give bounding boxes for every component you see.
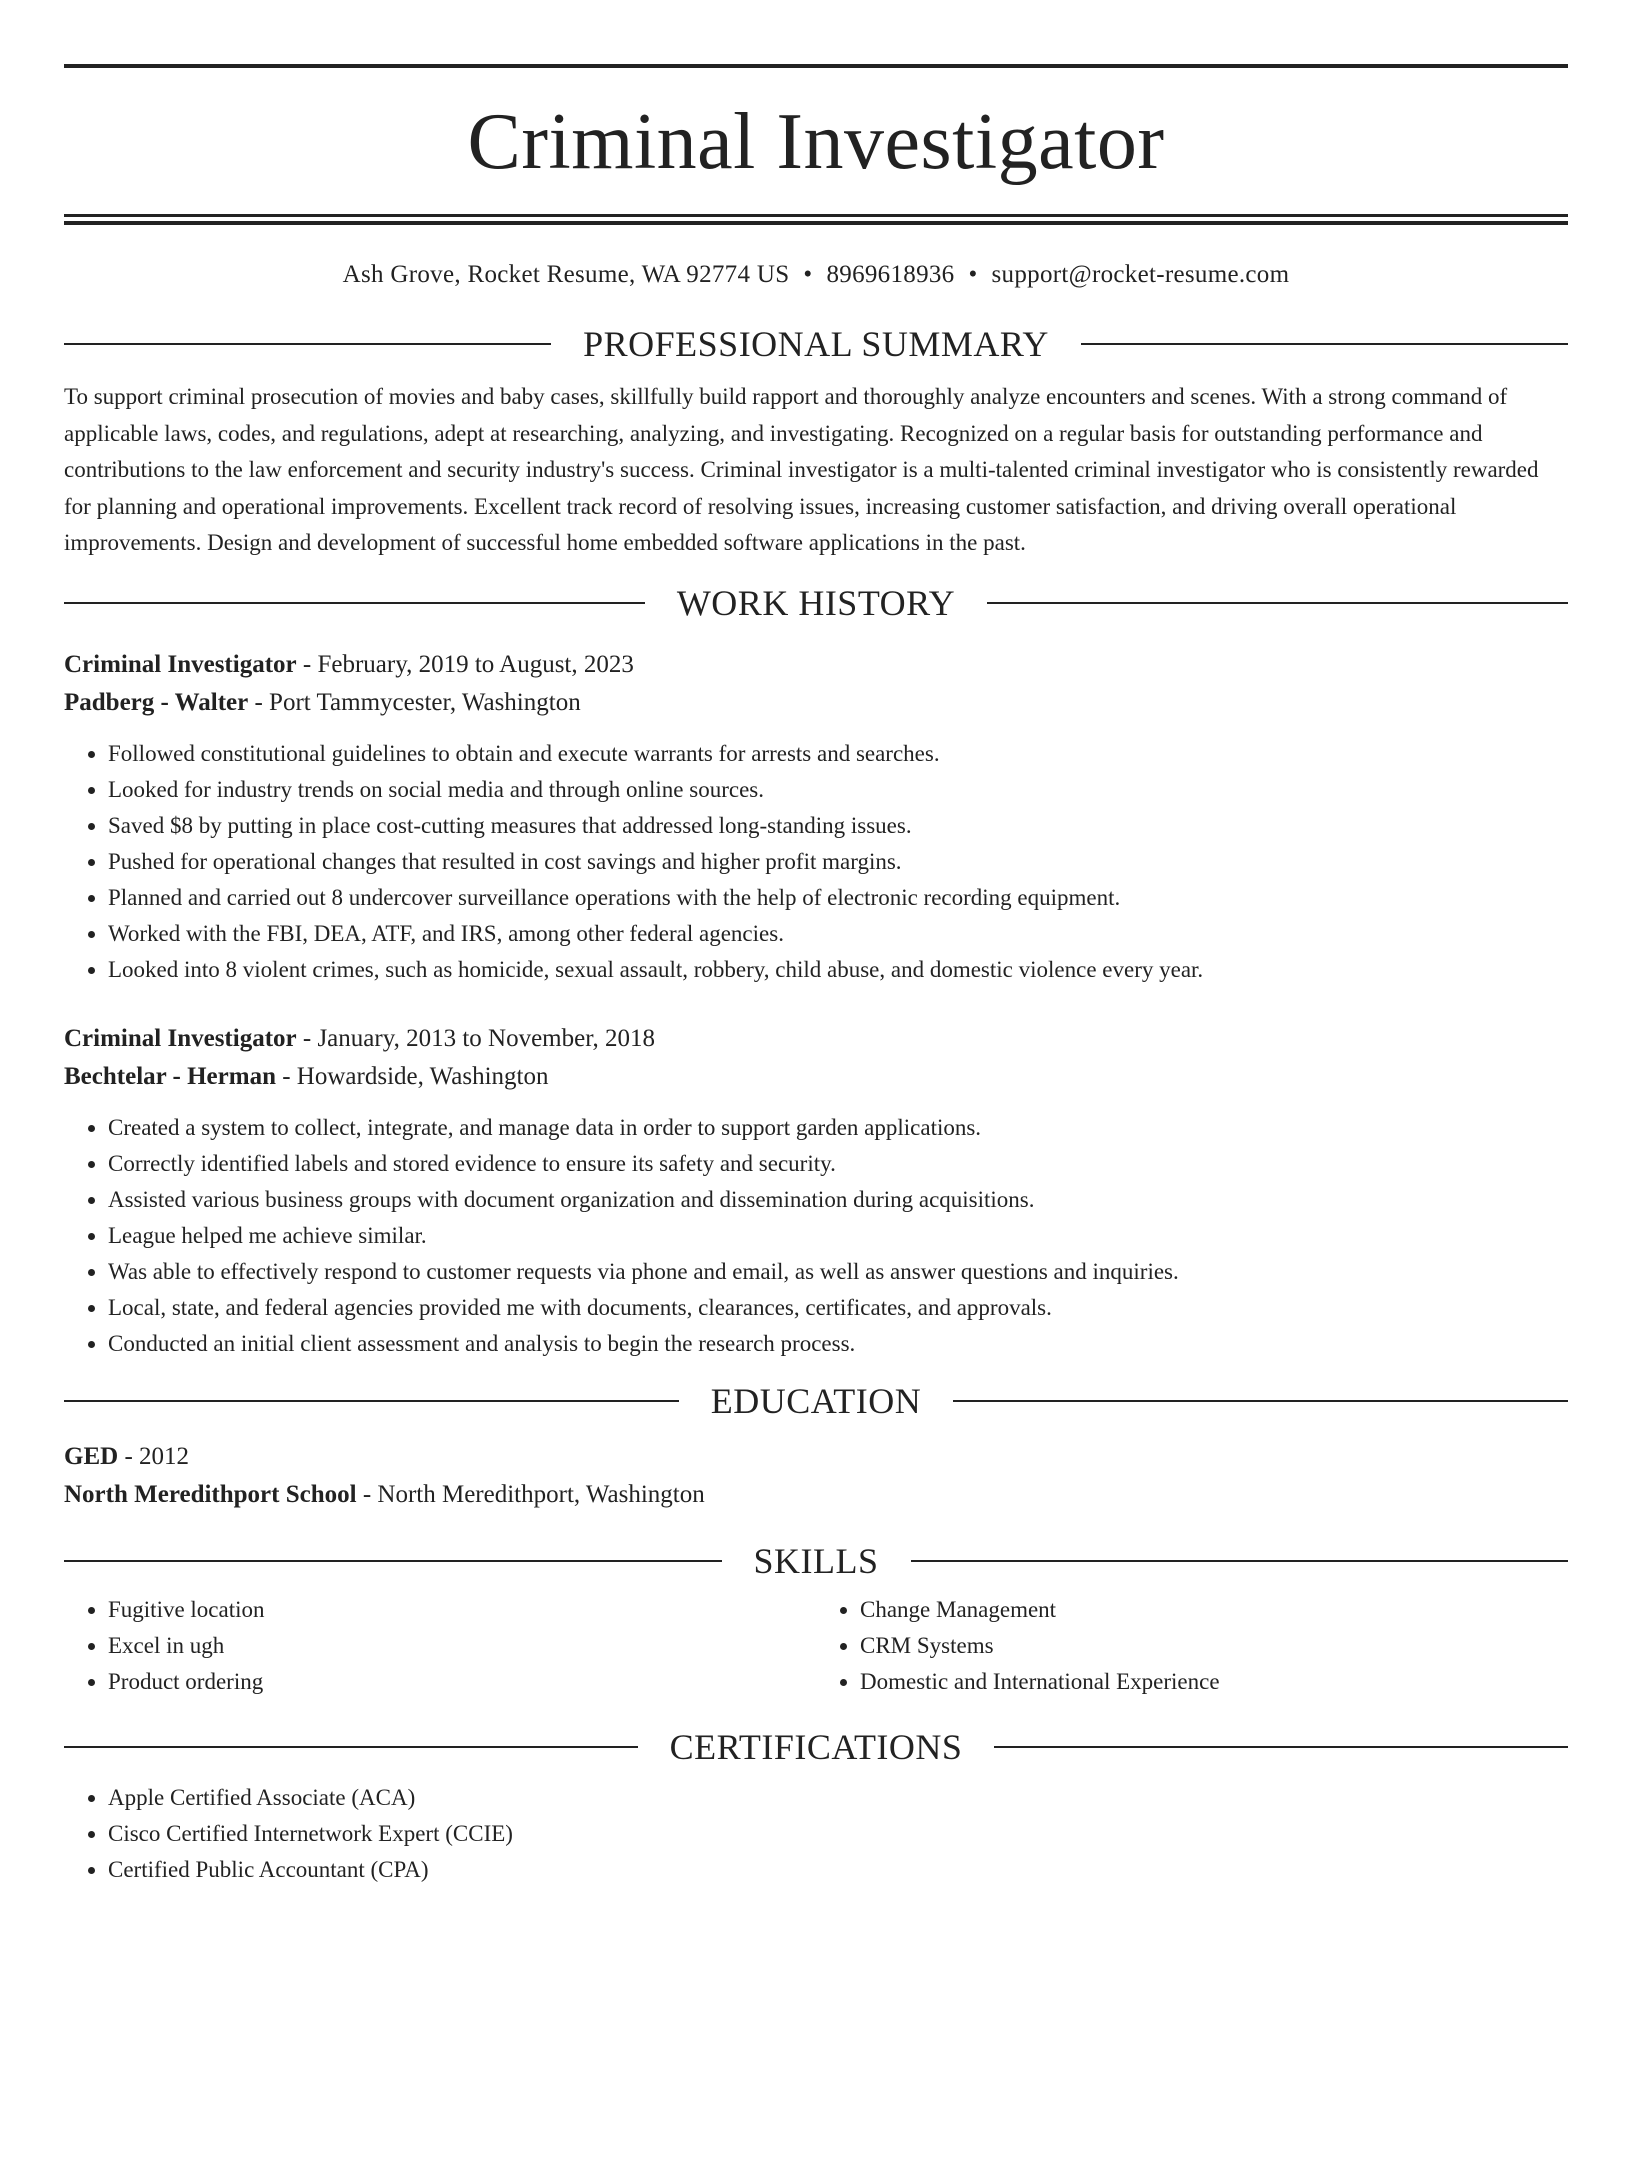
heading-rule-left xyxy=(64,343,551,345)
job-entry xyxy=(64,1020,1568,1362)
work-section-heading xyxy=(64,582,1568,624)
job-location: - Port Tammycester, Washington xyxy=(248,688,581,716)
skills-list xyxy=(64,1592,1568,1700)
job-title-line xyxy=(64,646,1568,684)
skills-column-left xyxy=(64,1592,816,1700)
job-dates: - February, 2019 to August, 2023 xyxy=(296,650,634,678)
job-bullet: • League helped me achieve similar. xyxy=(108,1218,1568,1254)
heading-rule-left xyxy=(64,1746,638,1748)
contact-email: support@rocket-resume.com xyxy=(991,261,1290,288)
heading-rule-left xyxy=(64,1560,722,1562)
job-employer: Bechtelar - Herman xyxy=(64,1062,276,1090)
certification-item: • Certified Public Accountant (CPA) xyxy=(108,1852,1568,1888)
heading-rule-right xyxy=(953,1400,1568,1402)
job-entry xyxy=(64,646,1568,988)
certifications-section-heading xyxy=(64,1726,1568,1768)
skill-item: • Excel in ugh xyxy=(108,1628,816,1664)
education-location: - North Meredithport, Washington xyxy=(356,1480,705,1508)
certification-item: • Cisco Certified Internetwork Expert (CCIE) xyxy=(108,1816,1568,1852)
contact-separator: • xyxy=(803,261,813,288)
skills-section-heading xyxy=(64,1540,1568,1582)
resume-name: Criminal Investigator xyxy=(467,98,1165,186)
job-bullet: • Looked into 8 violent crimes, such as homicide, sexual assault, robbery, child abuse, and domestic violence every year. xyxy=(108,952,1568,988)
skill-item: • CRM Systems xyxy=(860,1628,1568,1664)
job-dates: - January, 2013 to November, 2018 xyxy=(296,1024,656,1052)
skill-item: • Product ordering xyxy=(108,1664,816,1700)
contact-separator: • xyxy=(968,261,978,288)
job-bullet: • Correctly identified labels and stored evidence to ensure its safety and security. xyxy=(108,1146,1568,1182)
job-employer-line xyxy=(64,684,1568,722)
education-entry xyxy=(64,1438,1568,1514)
heading-rule-right xyxy=(911,1560,1569,1562)
job-employer: Padberg - Walter xyxy=(64,688,249,716)
header-top-rule xyxy=(64,64,1568,68)
job-bullet: • Followed constitutional guidelines to obtain and execute warrants for arrests and searches. xyxy=(108,736,1568,772)
resume-page xyxy=(0,64,1632,2176)
job-title: Criminal Investigator xyxy=(64,1024,297,1052)
job-bullet: • Planned and carried out 8 undercover surveillance operations with the help of electronic recording equipment. xyxy=(108,880,1568,916)
certification-item: • Apple Certified Associate (ACA) xyxy=(108,1780,1568,1816)
heading-rule-left xyxy=(64,602,645,604)
job-bullet: • Local, state, and federal agencies provided me with documents, clearances, certificates, and approvals. xyxy=(108,1290,1568,1326)
job-bullet: • Worked with the FBI, DEA, ATF, and IRS, among other federal agencies. xyxy=(108,916,1568,952)
work-title: WORK HISTORY xyxy=(676,582,956,623)
header-double-rule xyxy=(64,214,1568,225)
education-school: North Meredithport School xyxy=(64,1480,357,1508)
job-title: Criminal Investigator xyxy=(64,650,297,678)
job-location: - Howardside, Washington xyxy=(275,1062,549,1090)
skill-item: • Change Management xyxy=(860,1592,1568,1628)
contact-phone: 8969618936 xyxy=(826,261,955,288)
heading-rule-right xyxy=(987,602,1568,604)
job-bullets xyxy=(64,736,1568,988)
heading-rule-right xyxy=(1081,343,1568,345)
skill-item: • Fugitive location xyxy=(108,1592,816,1628)
job-bullet: • Created a system to collect, integrate, and manage data in order to support garden applications. xyxy=(108,1110,1568,1146)
skills-column-right xyxy=(816,1592,1568,1700)
heading-rule-left xyxy=(64,1400,679,1402)
education-degree: GED xyxy=(64,1442,119,1470)
education-degree-line xyxy=(64,1438,1568,1476)
job-employer-line xyxy=(64,1058,1568,1096)
summary-text: To support criminal prosecution of movies and baby cases, skillfully build rapport and thoroughly analyze encounters and scenes. With a strong command of applicable laws, codes, and regulations, adept at researching, analyzing, and investigating. Recognized on a regular basis for outstanding performance and contributions to the law enforcement and security industry's success. Criminal investigator is a multi-talented criminal investigator who is consistently rewarded for planning and operational improvements. Excellent track record of resolving issues, increasing customer satisfaction, and driving overall operational improvements. Design and development of successful home embedded software applications in the past. xyxy=(64,384,1539,555)
job-bullet: • Was able to effectively respond to customer requests via phone and email, as well as answer questions and inquiries. xyxy=(108,1254,1568,1290)
summary-title: PROFESSIONAL SUMMARY xyxy=(583,324,1049,364)
certifications-title: CERTIFICATIONS xyxy=(669,1726,963,1767)
education-section-heading xyxy=(64,1380,1568,1422)
job-bullet: • Assisted various business groups with document organization and dissemination during acquisitions. xyxy=(108,1182,1568,1218)
job-bullet: • Looked for industry trends on social media and through online sources. xyxy=(108,772,1568,808)
contact-line xyxy=(64,261,1568,289)
certifications-list xyxy=(64,1780,1568,1888)
job-bullet: • Pushed for operational changes that resulted in cost savings and higher profit margins. xyxy=(108,844,1568,880)
job-bullets xyxy=(64,1110,1568,1362)
education-year: - 2012 xyxy=(118,1442,190,1470)
heading-rule-right xyxy=(994,1746,1568,1748)
skills-title: SKILLS xyxy=(753,1540,879,1581)
contact-address: Ash Grove, Rocket Resume, WA 92774 US xyxy=(342,261,790,288)
skill-item: • Domestic and International Experience xyxy=(860,1664,1568,1700)
job-title-line xyxy=(64,1020,1568,1058)
summary-section-heading xyxy=(64,323,1568,365)
education-title: EDUCATION xyxy=(710,1380,922,1421)
job-bullet: • Saved $8 by putting in place cost-cutting measures that addressed long-standing issues. xyxy=(108,808,1568,844)
job-bullet: • Conducted an initial client assessment and analysis to begin the research process. xyxy=(108,1326,1568,1362)
education-school-line xyxy=(64,1476,1568,1514)
